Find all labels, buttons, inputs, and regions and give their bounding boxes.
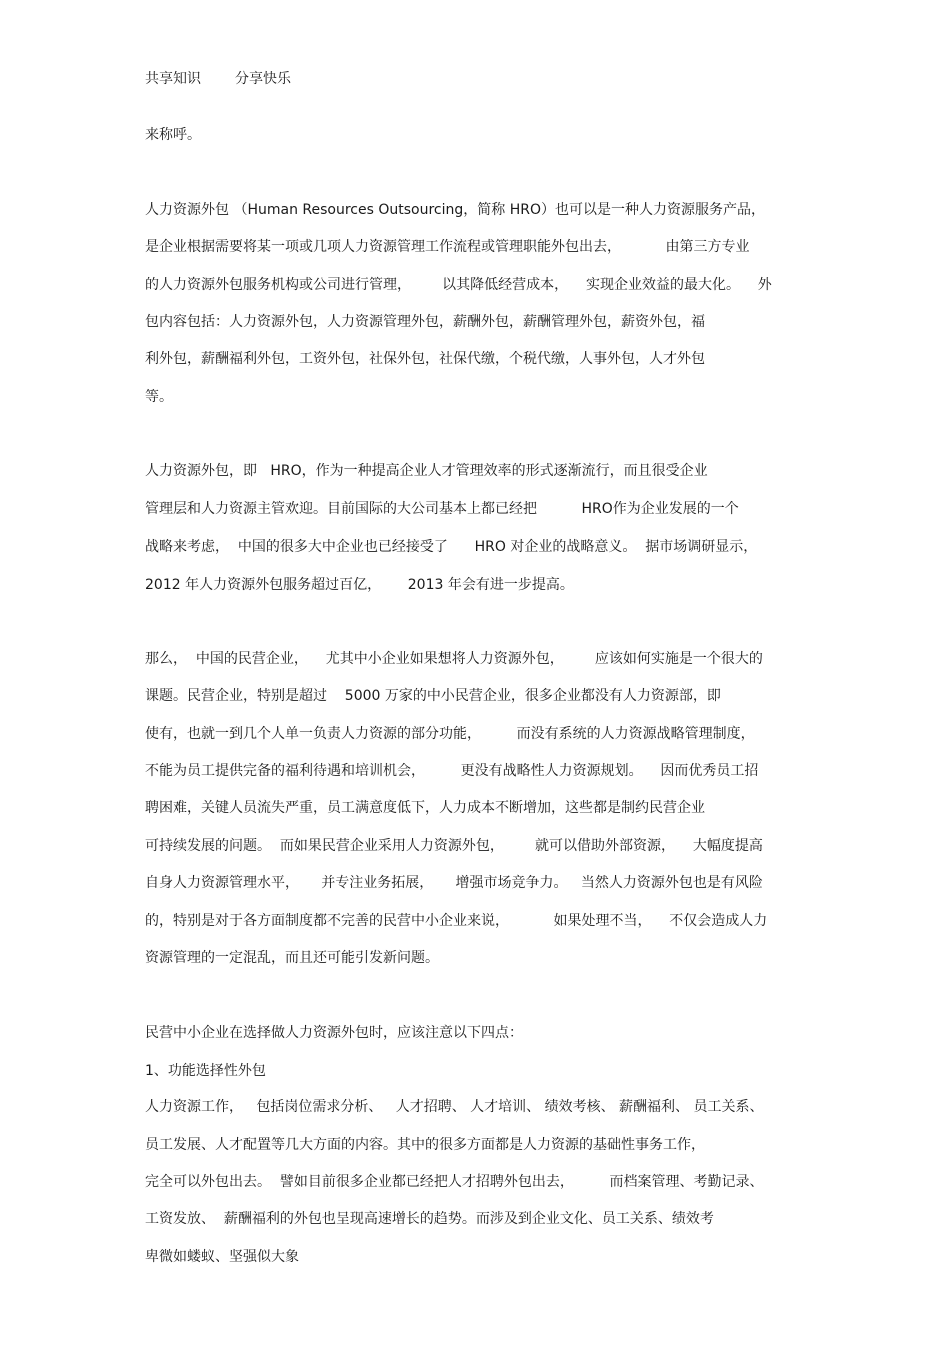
text-line: 2012 年人力资源外包服务超过百亿， 2013 年会有进一步提高。 [145, 577, 574, 593]
text-line: 不能为员工提供完备的福利待遇和培训机会， 更没有战略性人力资源规划。 因而优秀员工招 [145, 763, 759, 779]
text-line: 使有，也就一到几个人单一负责人力资源的部分功能， 而没有系统的人力资源战略管理制度， [145, 726, 755, 742]
text-line: 人力资源外包，即 HRO，作为一种提高企业人才管理效率的形式逐渐流行，而且很受企业 [145, 463, 708, 479]
section-heading: 1、功能选择性外包 [145, 1063, 266, 1079]
text-line: 资源管理的一定混乱，而且还可能引发新问题。 [145, 950, 439, 966]
text-line: 战略来考虑， 中国的很多大中企业也已经接受了 HRO 对企业的战略意义。 据市场调研显示， [145, 539, 758, 555]
text-line: 员工发展、人才配置等几大方面的内容。其中的很多方面都是人力资源的基础性事务工作， [145, 1137, 705, 1153]
text-line: 等。 [145, 389, 173, 405]
text-line: 包内容包括：人力资源外包，人力资源管理外包，薪酬外包，薪酬管理外包，薪资外包，福 [145, 314, 705, 330]
page-header [145, 69, 291, 89]
text-line: 完全可以外包出去。 譬如目前很多企业都已经把人才招聘外包出去， 而档案管理、考勤记录、 [145, 1174, 764, 1190]
text-line: 管理层和人力资源主管欢迎。目前国际的大公司基本上都已经把 HRO作为企业发展的一个 [145, 501, 739, 517]
text-line: 聘困难，关键人员流失严重，员工满意度低下，人力成本不断增加，这些都是制约民营企业 [145, 800, 705, 816]
text-line: 的人力资源外包服务机构或公司进行管理， 以其降低经营成本， 实现企业效益的最大化。 外 [145, 277, 772, 293]
page-footer: 卑微如蝼蚁、坚强似大象 [145, 1249, 299, 1265]
header-left-text: 共享知识 [145, 71, 201, 87]
text-line: 的，特别是对于各方面制度都不完善的民营中小企业来说， 如果处理不当， 不仅会造成人力 [145, 913, 768, 929]
text-line: 课题。民营企业，特别是超过 5000 万家的中小民营企业，很多企业都没有人力资源部，即 [145, 688, 721, 704]
text-line: 利外包，薪酬福利外包，工资外包，社保外包，社保代缴，个税代缴，人事外包，人才外包 [145, 351, 705, 367]
text-line: 可持续发展的问题。 而如果民营企业采用人力资源外包， 就可以借助外部资源， 大幅度提高 [145, 838, 763, 854]
text-line: 那么， 中国的民营企业， 尤其中小企业如果想将人力资源外包， 应该如何实施是一个很大的 [145, 651, 763, 667]
header-right-text: 分享快乐 [235, 71, 291, 87]
text-line: 来称呼。 [145, 127, 201, 143]
text-line: 人力资源外包 （Human Resources Outsourcing，简称 HRO）也可以是一种人力资源服务产品， [145, 202, 765, 218]
text-line: 人力资源工作， 包括岗位需求分析、 人才招聘、 人才培训、 绩效考核、 薪酬福利、 员工关系、 [145, 1099, 764, 1115]
text-line: 自身人力资源管理水平， 并专注业务拓展， 增强市场竞争力。 当然人力资源外包也是有风险 [145, 875, 763, 891]
text-line: 民营中小企业在选择做人力资源外包时，应该注意以下四点： [145, 1025, 523, 1041]
text-line: 工资发放、 薪酬福利的外包也呈现高速增长的趋势。而涉及到企业文化、员工关系、绩效考 [145, 1211, 714, 1227]
text-line: 是企业根据需要将某一项或几项人力资源管理工作流程或管理职能外包出去， 由第三方专业 [145, 239, 750, 255]
